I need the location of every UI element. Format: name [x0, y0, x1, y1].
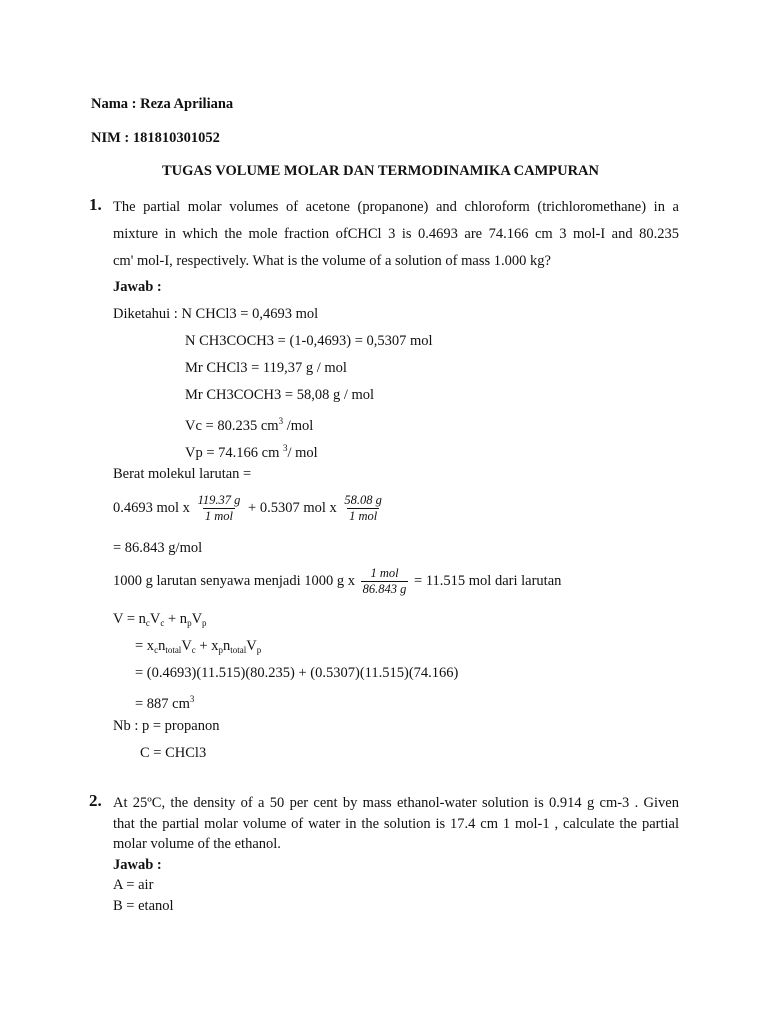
formula-text: V: [149, 611, 161, 627]
formula-subscript: p: [218, 645, 223, 655]
vc-unit: /mol: [283, 418, 314, 434]
moles-equation-prefix: 1000 g larutan senyawa menjadi 1000 g x: [113, 573, 356, 589]
formula-subscript: total: [230, 645, 247, 655]
question-2-text-line-2: that the partial molar volume of water in the solution is 17.4 cm 1 mol-1 , calculate the partial: [113, 816, 679, 832]
known-vc: [185, 412, 313, 435]
fraction-denominator: 1 mol: [349, 509, 378, 524]
fraction-denominator: 1 mol: [204, 509, 234, 524]
formula-subscript: c: [145, 618, 150, 628]
volume-formula-line-3: = (0.4693)(11.515)(80.235) + (0.5307)(11.515)(74.166): [135, 665, 459, 681]
molecular-weight-equation: [113, 491, 386, 525]
question-1-answer-label: Jawab :: [113, 279, 162, 295]
fraction-numerator: 58.08 g: [344, 493, 382, 508]
question-1-text-line-2: mixture in which the mole fraction ofCHCl 3 is 0.4693 are 74.166 cm 3 mol-I and 80.235: [113, 226, 679, 242]
question-2-answer-label: Jawab :: [113, 857, 162, 873]
formula-subscript: p: [202, 618, 207, 628]
formula-text: n: [222, 638, 231, 654]
definition-a: A = air: [113, 877, 154, 893]
formula-text: + x: [195, 638, 219, 654]
question-2-text-line-1: At 25ºC, the density of a 50 per cent by mass ethanol-water solution is 0.914 g cm-3 . Given: [113, 795, 679, 811]
vc-text: Vc = 80.235 cm: [185, 418, 279, 434]
fraction-denominator: 86.843 g: [362, 582, 407, 597]
note-chcl3: C = CHCl3: [140, 745, 207, 761]
formula-subscript: p: [187, 618, 192, 628]
question-1-text-line-3: cm' mol-I, respectively. What is the volume of a solution of mass 1.000 kg?: [113, 253, 551, 269]
question-1-text-line-1: The partial molar volumes of acetone (propanone) and chloroform (trichloromethane) in a: [113, 199, 679, 215]
question-1-number: 1.: [89, 195, 102, 214]
question-2-number: 2.: [89, 791, 102, 810]
molecular-weight-label: Berat molekul larutan =: [113, 466, 252, 482]
student-name: Nama : Reza Apriliana: [91, 96, 234, 112]
moles-equation-result: = 11.515 mol dari larutan: [414, 573, 562, 589]
moles-equation: [113, 564, 561, 598]
fraction-numerator: 1 mol: [370, 566, 399, 581]
student-nim: NIM : 181810301052: [91, 130, 220, 146]
vp-text: Vp = 74.166 cm: [185, 445, 283, 461]
known-mr-chcl3: Mr CHCl3 = 119,37 g / mol: [185, 360, 347, 376]
note-propanon: Nb : p = propanon: [113, 718, 220, 734]
formula-subscript: p: [256, 645, 262, 655]
vp-unit: / mol: [287, 445, 318, 461]
known-n-ch3coch3: N CH3COCH3 = (1-0,4693) = 0,5307 mol: [185, 333, 433, 349]
formula-subscript: c: [154, 645, 159, 655]
formula-text: V: [181, 638, 192, 654]
volume-result: [135, 690, 194, 713]
formula-text: = x: [135, 638, 155, 654]
formula-text: n: [158, 638, 166, 654]
formula-text: V: [246, 638, 257, 654]
definition-b: B = etanol: [113, 898, 174, 914]
known-vp: [185, 439, 318, 462]
volume-formula-line-1: [113, 610, 207, 632]
fraction-numerator: 119.37 g: [197, 493, 241, 508]
formula-subscript: c: [160, 618, 165, 628]
formula-text: V = n: [113, 611, 146, 627]
volume-formula-line-2: [135, 637, 261, 659]
vc-superscript: 3: [278, 416, 284, 426]
assignment-title: TUGAS VOLUME MOLAR DAN TERMODINAMIKA CAMPURAN: [162, 163, 599, 179]
vp-superscript: 3: [283, 443, 288, 453]
known-mr-ch3coch3: Mr CH3COCH3 = 58,08 g / mol: [185, 387, 375, 403]
formula-text: + n: [164, 611, 188, 627]
fraction-mr-ch3coch3: [342, 493, 384, 524]
equation-term-2: + 0.5307 mol x: [248, 500, 337, 516]
volume-result-superscript: 3: [189, 694, 195, 704]
equation-term-1: 0.4693 mol x: [113, 500, 190, 516]
fraction-moles: [361, 566, 409, 597]
formula-subscript: c: [191, 645, 196, 655]
volume-result-text: = 887 cm: [135, 696, 190, 712]
formula-subscript: total: [165, 645, 182, 655]
question-2-text-line-3: molar volume of the ethanol.: [113, 836, 281, 852]
fraction-mr-chcl3: [196, 493, 243, 524]
formula-text: V: [191, 611, 203, 627]
known-n-chcl3: Diketahui : N CHCl3 = 0,4693 mol: [113, 306, 319, 322]
molecular-weight-result: = 86.843 g/mol: [113, 540, 203, 556]
